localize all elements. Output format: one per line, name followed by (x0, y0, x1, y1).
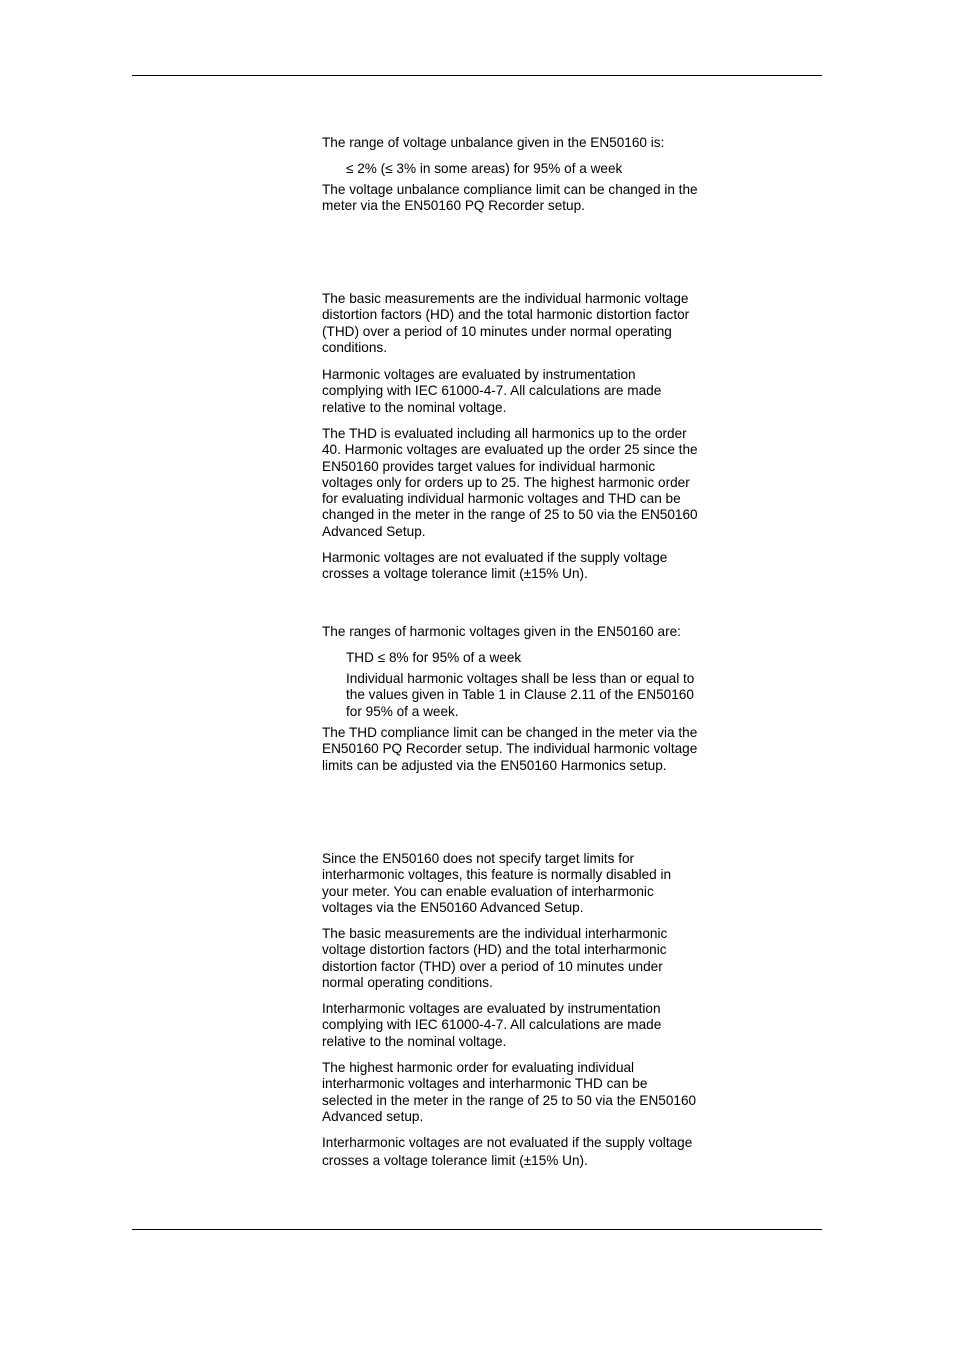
unbalance-range-intro: The range of voltage unbalance given in the EN50160 is: (322, 135, 665, 150)
harmonic-range-individual: Individual harmonic voltages shall be less than or equal to the values given in Table 1 in Clause 2.11 of the EN50160 for 95% of a week. (346, 671, 695, 719)
harmonic-range-thd: THD ≤ 8% for 95% of a week (346, 650, 522, 665)
harmonic-ranges-intro: The ranges of harmonic voltages given in the EN50160 are: (322, 624, 681, 639)
harmonic-thd-evaluation: The THD is evaluated including all harmonics up to the order 40. Harmonic voltages are evaluated up the order 25 since the EN50160 provides target values for individual harmonic voltages only for orders up to 25. The highest harmonic order for evaluating individual harmonic voltages and THD can be changed in the meter in the range of 25 to 50 via the EN50160 Advanced Setup. (322, 426, 698, 539)
harmonic-tolerance-note: Harmonic voltages are not evaluated if the supply voltage crosses a voltage tolerance limit (±15% Un). (322, 550, 668, 582)
interharmonic-instrumentation: Interharmonic voltages are evaluated by instrumentation complying with IEC 61000-4-7. All calculations are made relative to the nominal voltage. (322, 1001, 662, 1049)
interharmonic-tolerance-note: Interharmonic voltages are not evaluated if the supply voltage crosses a voltage tolerance limit (±15% Un). (322, 1135, 693, 1168)
footer-rule (132, 1229, 822, 1230)
header-rule (132, 75, 822, 76)
interharmonic-basic-measurements: The basic measurements are the individual interharmonic voltage distortion factors (HD) and the total interharmonic distortion factor (THD) over a period of 10 minutes under normal operating conditions. (322, 926, 668, 990)
interharmonic-order-setting: The highest harmonic order for evaluating individual interharmonic voltages and interharmonic THD can be selected in the meter in the range of 25 to 50 via the EN50160 Advanced setup. (322, 1060, 697, 1124)
harmonic-basic-measurements: The basic measurements are the individual harmonic voltage distortion factors (HD) and the total harmonic distortion factor (THD) over a period of 10 minutes under normal operating conditions. (322, 291, 690, 355)
interharmonic-feature-note: Since the EN50160 does not specify target limits for interharmonic voltages, this feature is normally disabled in your meter. You can enable evaluation of interharmonic voltages via the EN50160 Advanced Setup. (322, 851, 672, 915)
unbalance-range-item: ≤ 2% (≤ 3% in some areas) for 95% of a week (346, 161, 623, 176)
harmonic-limit-note: The THD compliance limit can be changed in the meter via the EN50160 PQ Recorder setup. The individual harmonic voltage limits can be adjusted via the EN50160 Harmonics setup. (322, 725, 698, 773)
unbalance-limit-note: The voltage unbalance compliance limit can be changed in the meter via the EN50160 PQ Recorder setup. (322, 182, 698, 214)
harmonic-instrumentation: Harmonic voltages are evaluated by instrumentation complying with IEC 61000-4-7. All calculations are made relative to the nominal voltage. (322, 367, 662, 415)
